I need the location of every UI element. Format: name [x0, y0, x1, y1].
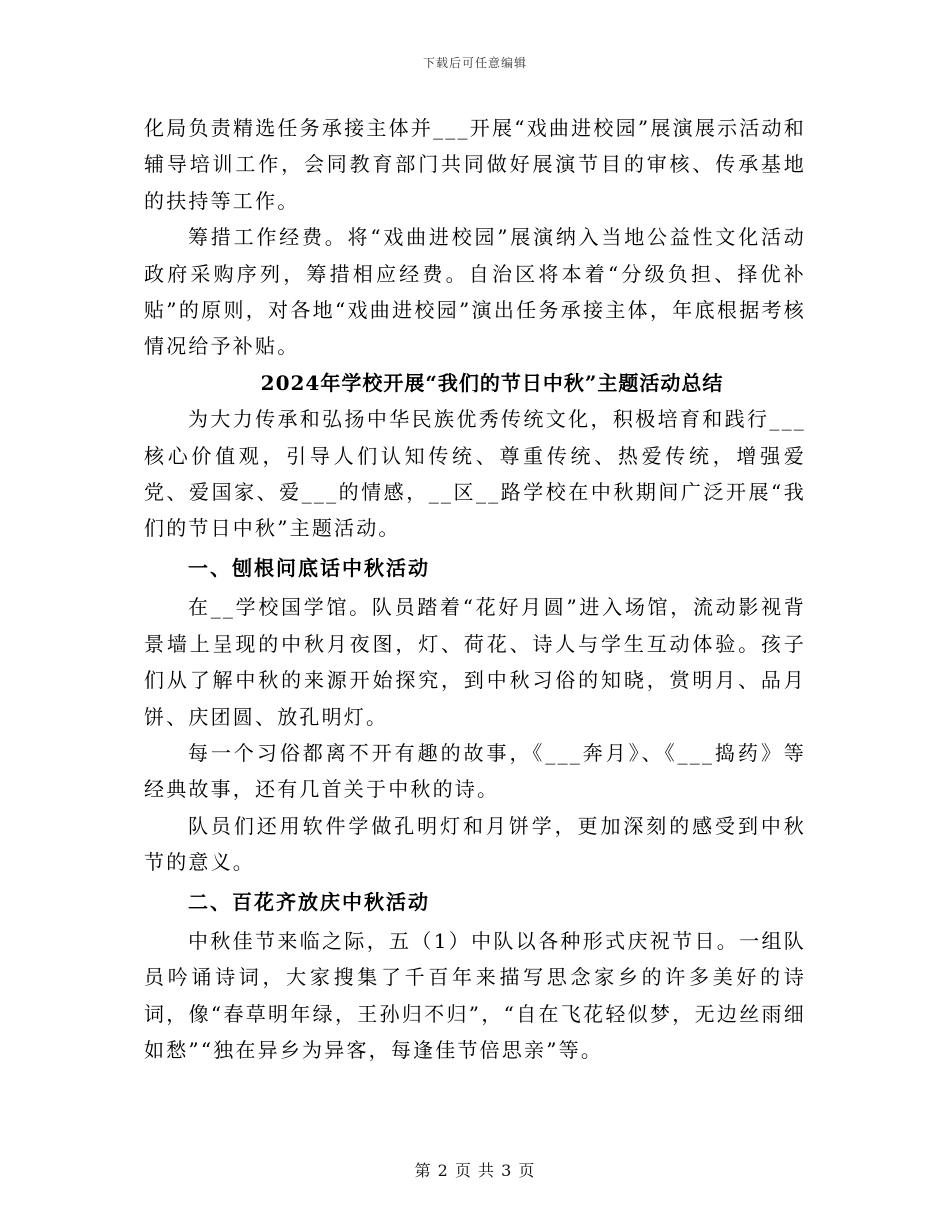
- paragraph-intro: 为大力传承和弘扬中华民族优秀传统文化，积极培育和践行___核心价值观，引导人们认知传统、尊重传统、热爱传统，增强爱党、爱国家、爱___的情感，__区__路学校在中秋期间广泛开展“我们的节日中秋”主题活动。: [144, 407, 806, 541]
- paragraph-section1-c: 队员们还用软件学做孔明灯和月饼学，更加深刻的感受到中秋节的意义。: [144, 813, 806, 875]
- article-title: 2024年学校开展“我们的节日中秋”主题活动总结: [260, 370, 724, 395]
- paragraph-section1-a: 在__学校国学馆。队员踏着“花好月圆”进入场馆，流动影视背景墙上呈现的中秋月夜图，灯、荷花、诗人与学生互动体验。孩子们从了解中秋的来源开始探究，到中秋习俗的知晓，赏明月、品月饼、庆团圆、放孔明灯。: [144, 595, 806, 729]
- paragraph-continuation: 化局负责精选任务承接主体并___开展“戏曲进校园”展演展示活动和辅导培训工作，会同教育部门共同做好展演节目的审核、传承基地的扶持等工作。: [144, 116, 806, 213]
- section-heading-2: 二、百花齐放庆中秋活动: [188, 889, 430, 914]
- section-heading-1: 一、刨根问底话中秋活动: [188, 555, 430, 580]
- paragraph-section2-a: 中秋佳节来临之际，五（1）中队以各种形式庆祝节日。一组队员吟诵诗词，大家搜集了千百年来描写思念家乡的许多美好的诗词，像“春草明年绿，王孙归不归”，“自在飞花轻似梦，无边丝雨细如愁”“独在异乡为异客，每逢佳节倍思亲”等。: [144, 928, 806, 1063]
- document-body: [144, 110, 806, 1069]
- paragraph-funding: 筹措工作经费。将“戏曲进校园”展演纳入当地公益性文化活动政府采购序列，筹措相应经费。自治区将本着“分级负担、择优补贴”的原则，对各地“戏曲进校园”演出任务承接主体，年底根据考核情况给予补贴。: [144, 225, 806, 359]
- header-note: 下载后可任意编辑: [422, 56, 527, 70]
- paragraph-section1-b: 每一个习俗都离不开有趣的故事，《___奔月》、《___捣药》等经典故事，还有几首关于中秋的诗。: [144, 740, 806, 802]
- page-indicator: 第 2 页 共 3 页: [414, 1161, 536, 1180]
